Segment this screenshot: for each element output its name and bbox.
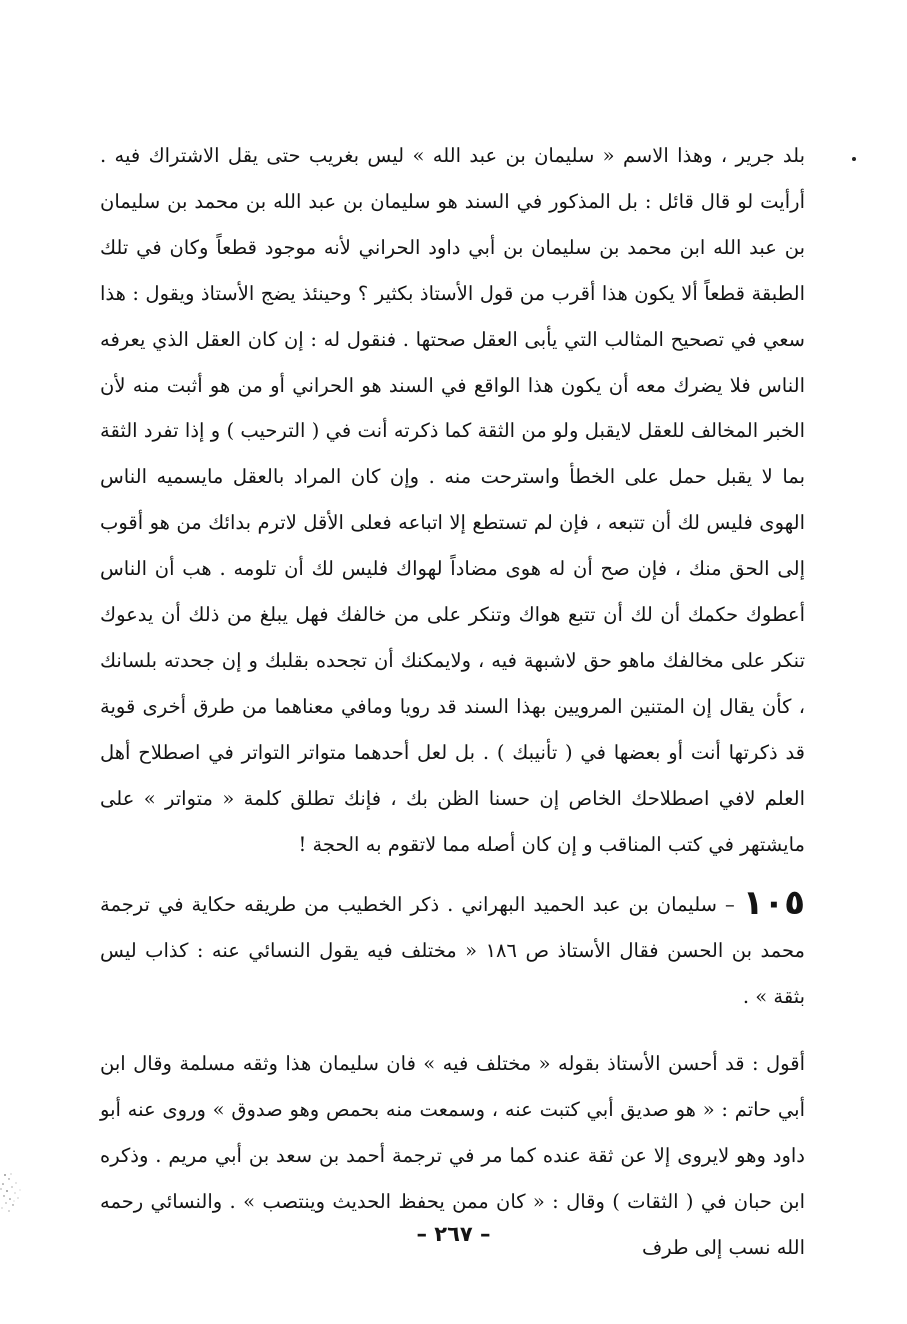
paragraph-1 — [100, 133, 805, 868]
scan-edge-speckle — [0, 1165, 40, 1225]
paragraph-2-text: – سليمان بن عبد الحميد البهراني . ذكر الخطيب من طريقه حكاية في ترجمة محمد بن الحسن فقال الأستاذ ص ١٨٦ « مختلف فيه يقول النسائي عنه : كذاب ليس بثقة » . — [100, 893, 805, 1008]
paragraph-3-text: أقول : قد أحسن الأستاذ بقوله « مختلف فيه » فان سليمان هذا وثقه مسلمة وقال ابن أبي حاتم : « هو صديق أبي كتبت عنه ، وسمعت منه بحمص وهو صدوق » وروى عنه أبو داود وهو لايروى إلا عن ثقة عنده كما مر في ترجمة أحمد بن سعد بن أبي مريم . وذكره ابن حبان في ( الثقات ) وقال : « كان ممن يحفظ الحديث وينتصب » . والنسائي رحمه الله نسب إلى طرف — [100, 1052, 805, 1259]
entry-105 — [100, 881, 805, 1020]
entry-105-paragraph — [100, 881, 805, 1020]
entry-number: ١٠٥ — [742, 883, 805, 923]
margin-dot — [852, 157, 856, 161]
paragraph-1-text: بلد جرير ، وهذا الاسم « سليمان بن عبد الله » ليس بغريب حتى يقل الاشتراك فيه . أرأيت لو قال قائل : بل المذكور في السند هو سليمان بن عبد الله بن محمد بن سليمان بن عبد الله ابن محمد بن سليمان بن أبي داود الحراني لأنه موجود قطعاً وكان في تلك الطبقة قطعاً ألا يكون هذا أقرب من قول الأستاذ بكثير ؟ وحينئذ يضج الأستاذ ويقول : هذا سعي في تصحيح المثالب التي يأبى العقل صحتها . فنقول له : إن كان العقل الذي يعرفه الناس فلا يضرك معه أن يكون هذا الواقع في السند هو الحراني أو من هو أثبت منه لأن الخبر المخالف للعقل لايقبل ولو من الثقة كما ذكرته أنت في ( الترحيب ) و إذا تفرد الثقة بما لا يقبل حمل على الخطأ واسترحت منه . وإن كان المراد بالعقل مايسميه الناس الهوى فليس لك أن تتبعه ، فإن لم تستطع إلا اتباعه فعلى الأقل لاترم بدائك من هو أقوب إلى الحق منك ، فإن صح أن له هوى مضاداً لهواك فليس لك أن تلومه . هب أن الناس أعطوك حكمك أن لك أن تتبع هواك وتنكر على من خالفك فهل يبلغ من ذلك أن يدعوك تنكر على مخالفك ماهو حق لاشبهة فيه ، ولايمكنك أن تجحده بقلبك و إن جحدته بلسانك ، كأن يقال إن المتنين المرويين بهذا السند قد رويا ومافي معناهما من طرق أخرى قوية قد ذكرتها أنت أو بعضها في ( تأنيبك ) . بل لعل أحدهما متواتر التواتر في اصطلاح أهل العلم لافي اصطلاحك الخاص إن حسنا الظن بك ، فإنك تطلق كلمة « متواتر » على مايشتهر في كتب المناقب و إن كان أصله مما لاتقوم به الحجة ! — [100, 144, 805, 856]
page-number: – ٢٦٧ – — [416, 1222, 491, 1246]
